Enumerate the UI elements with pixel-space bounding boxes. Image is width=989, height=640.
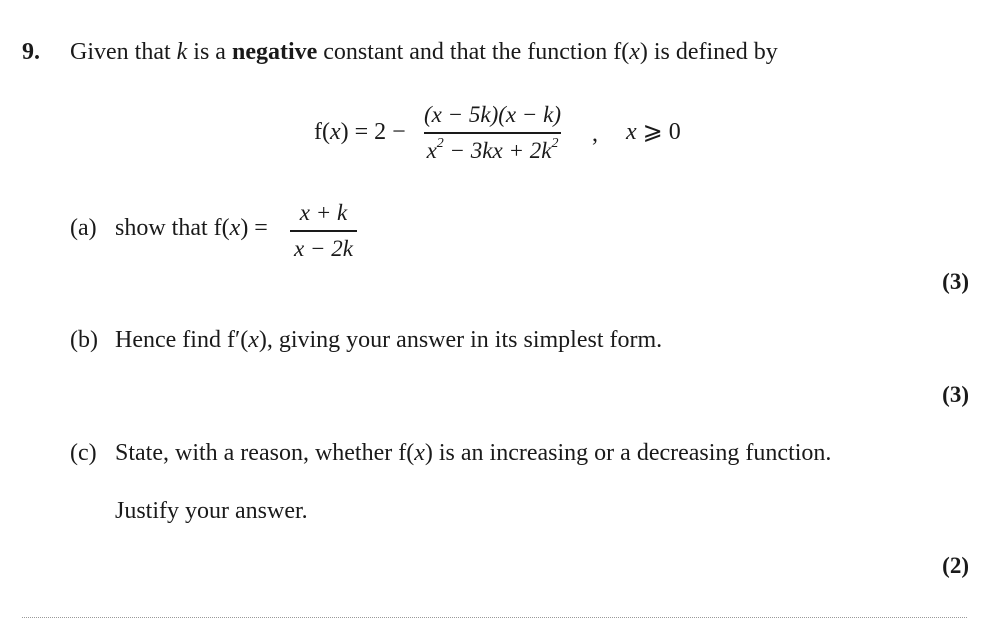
definition-fraction-bar (424, 132, 561, 134)
part-a-text-1: show that f( (115, 215, 230, 241)
part-c-text (115, 439, 831, 467)
part-b-marks: (3) (942, 382, 969, 407)
definition-lhs (314, 118, 406, 146)
answer-dotted-line (22, 617, 967, 618)
intro-text-2: is a (187, 39, 232, 65)
intro-x: x (629, 39, 640, 65)
part-b-label: (b) (70, 327, 98, 353)
part-b-x: x (248, 327, 259, 353)
question-intro (70, 38, 778, 66)
part-a-marks: (3) (942, 269, 969, 294)
intro-text-3: constant and that the function f( (317, 39, 630, 65)
part-c-text-1: State, with a reason, whether f( (115, 440, 415, 466)
intro-negative: negative (231, 39, 318, 65)
part-a-fraction (294, 200, 353, 262)
den-x: x (426, 137, 437, 163)
def-f: f( (314, 119, 330, 145)
definition-domain (626, 118, 681, 146)
def-x: x (329, 119, 341, 145)
part-c-x: x (414, 440, 425, 466)
domain-x: x (626, 119, 637, 145)
part-a-numerator: x + k (299, 200, 348, 225)
part-b-text-1: Hence find f′( (115, 327, 249, 353)
den-x-sup: 2 (436, 135, 444, 151)
question-number: 9. (22, 39, 40, 65)
part-a-fraction-bar (290, 230, 357, 232)
definition-fraction (424, 102, 561, 164)
definition-numerator: (x − 5k)(x − k) (424, 102, 562, 127)
part-b-text-2: ), giving your answer in its simplest form. (258, 327, 663, 353)
den-k-sup: 2 (551, 135, 559, 151)
part-c-text-line2: Justify your answer. (115, 498, 308, 524)
part-c-text-2: ) is an increasing or a decreasing function. (424, 440, 832, 466)
definition-comma: , (592, 121, 598, 147)
intro-text-4: ) is defined by (639, 39, 778, 65)
part-a-label: (a) (70, 215, 97, 241)
den-rest: − 3kx + 2k (443, 137, 552, 163)
part-a-denominator: x − 2k (294, 235, 353, 261)
part-a-x: x (229, 215, 241, 241)
part-a-text (115, 214, 268, 242)
part-c-marks: (2) (942, 553, 969, 578)
part-c-label: (c) (70, 440, 97, 466)
domain-rest: ⩾ 0 (636, 119, 681, 145)
def-rest: ) = 2 − (340, 119, 406, 145)
intro-k: k (176, 39, 188, 65)
definition-denominator (426, 135, 559, 164)
part-b-text (115, 326, 662, 354)
intro-text-1: Given that (70, 39, 177, 65)
part-a-text-2: ) = (240, 215, 268, 241)
